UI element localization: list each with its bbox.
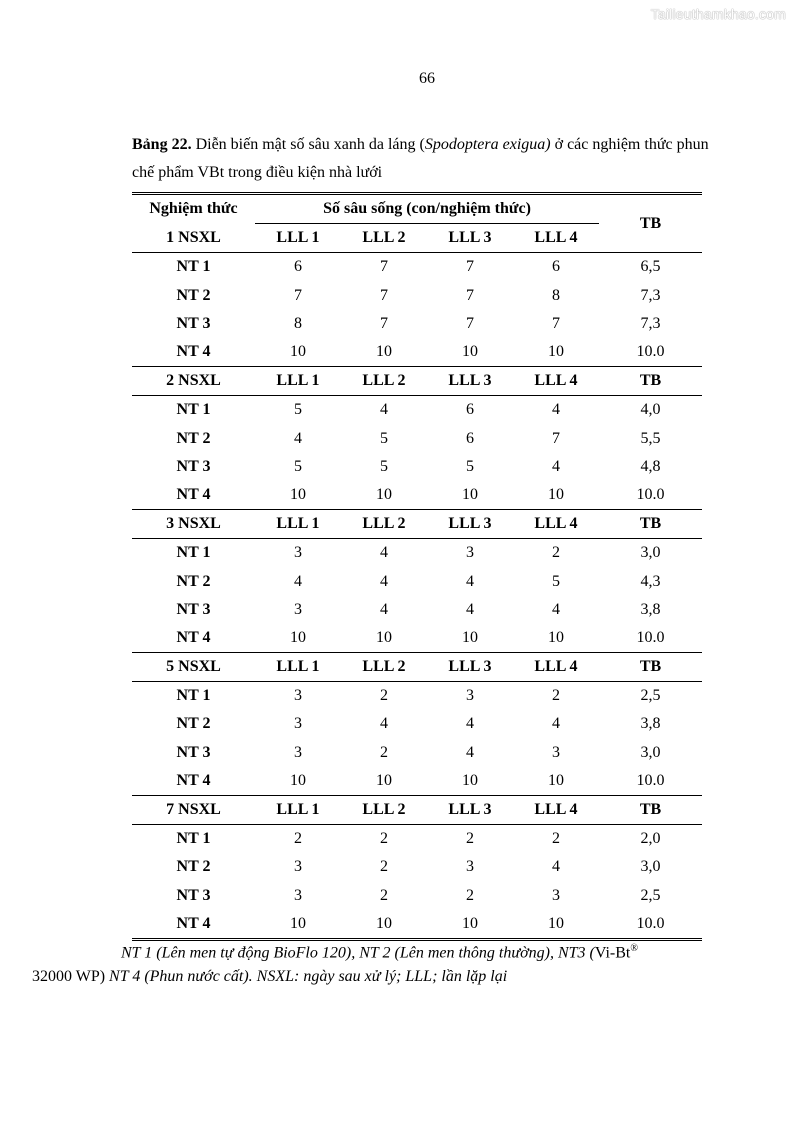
value-cell: 4 — [294, 572, 302, 590]
treatment-cell: NT 3 — [176, 743, 211, 761]
table-row — [132, 282, 702, 310]
treatment-cell: NT 4 — [132, 910, 255, 940]
footnote-sup: ® — [630, 943, 638, 954]
value-cell: 2 — [380, 886, 388, 904]
header-tb: TB — [599, 194, 702, 253]
value-cell: 7 — [466, 314, 474, 332]
value-cell: 7 — [380, 314, 388, 332]
value-cell: 7 — [466, 286, 474, 304]
value-cell: 3 — [552, 886, 560, 904]
treatment-cell: NT 1 — [132, 539, 255, 568]
table-body — [132, 253, 702, 940]
replicate-header: LLL 4 — [513, 653, 599, 682]
table-row — [132, 396, 702, 425]
value-cell: 3 — [294, 886, 302, 904]
treatment-cell: NT 2 — [176, 286, 211, 304]
page-number: 66 — [419, 70, 435, 87]
value-cell: 7 — [552, 314, 560, 332]
treatment-cell: NT 4 — [176, 485, 211, 503]
table-row — [132, 624, 702, 653]
average-cell: 3,8 — [640, 600, 661, 618]
value-cell: 4 — [552, 457, 560, 475]
value-cell: 4 — [466, 743, 474, 761]
value-cell: 2 — [513, 539, 599, 568]
value-cell: 3 — [466, 858, 474, 876]
replicate-header: LLL 4 — [534, 229, 578, 247]
treatment-cell: NT 3 — [176, 600, 211, 618]
value-cell: 6 — [255, 253, 341, 282]
value-cell: 10 — [341, 910, 427, 940]
value-cell: 4 — [466, 715, 474, 733]
value-cell: 10 — [255, 910, 341, 940]
footnote-part-3: 32000 WP) — [32, 968, 110, 986]
replicate-header: LLL 1 — [276, 229, 320, 247]
value-cell: 10 — [376, 628, 392, 646]
value-cell: 10 — [290, 343, 306, 361]
table-row — [132, 481, 702, 510]
value-cell: 7 — [380, 286, 388, 304]
replicate-header: LLL 2 — [341, 653, 427, 682]
value-cell: 2 — [513, 825, 599, 854]
footnote-part-1: NT 1 (Lên men tự động BioFlo 120), NT 2 (Lên men thông thường), NT3 ( — [121, 944, 595, 962]
value-cell: 4 — [380, 572, 388, 590]
treatment-cell: NT 1 — [132, 682, 255, 711]
average-cell: 10.0 — [636, 343, 665, 361]
block-header-row — [132, 367, 702, 396]
value-cell: 2 — [427, 825, 513, 854]
caption-label: Bảng 22. — [132, 136, 192, 153]
replicate-header: LLL 4 — [513, 510, 599, 539]
value-cell: 6 — [513, 253, 599, 282]
block-label: 3 NSXL — [132, 510, 255, 539]
replicate-header: LLL 1 — [255, 510, 341, 539]
treatment-cell: NT 1 — [132, 825, 255, 854]
average-cell: 6,5 — [599, 253, 702, 282]
value-cell: 4 — [341, 396, 427, 425]
value-cell: 8 — [552, 286, 560, 304]
footnote-part-2: Vi-Bt — [594, 944, 631, 962]
value-cell: 2 — [380, 743, 388, 761]
watermark-text: Tailieuthamkhao.com — [650, 6, 786, 22]
treatment-cell: NT 3 — [176, 457, 211, 475]
block-label: 7 NSXL — [132, 795, 255, 824]
table-row — [132, 825, 702, 854]
treatment-cell: NT 4 — [176, 771, 211, 789]
value-cell: 10 — [376, 771, 392, 789]
average-cell: 2,5 — [640, 886, 661, 904]
value-cell: 3 — [427, 682, 513, 711]
treatment-cell: NT 4 — [176, 343, 211, 361]
treatment-cell: NT 1 — [132, 253, 255, 282]
value-cell: 4 — [341, 539, 427, 568]
value-cell: 10 — [548, 771, 564, 789]
table-row — [132, 253, 702, 282]
block-tb-header: TB — [599, 510, 702, 539]
treatment-cell: NT 2 — [176, 715, 211, 733]
block-tb-header: TB — [599, 367, 702, 396]
table-row — [132, 882, 702, 910]
treatment-cell: NT 2 — [176, 429, 211, 447]
value-cell: 2 — [466, 886, 474, 904]
replicate-header: LLL 2 — [341, 510, 427, 539]
data-table — [132, 192, 702, 941]
value-cell: 4 — [380, 600, 388, 618]
block-tb-header: TB — [599, 653, 702, 682]
treatment-cell: NT 4 — [176, 628, 211, 646]
average-cell: 3,0 — [640, 743, 661, 761]
value-cell: 4 — [294, 429, 302, 447]
replicate-header: LLL 2 — [362, 229, 406, 247]
average-cell: 4,8 — [640, 457, 661, 475]
value-cell: 10 — [513, 910, 599, 940]
value-cell: 2 — [513, 682, 599, 711]
treatment-cell: NT 3 — [176, 886, 211, 904]
table-row — [132, 710, 702, 738]
average-cell: 10.0 — [636, 485, 665, 503]
table-row — [132, 453, 702, 481]
average-cell: 10.0 — [636, 771, 665, 789]
value-cell: 4 — [466, 572, 474, 590]
treatment-cell: NT 2 — [176, 572, 211, 590]
block-header-row — [132, 795, 702, 824]
replicate-header: LLL 3 — [427, 367, 513, 396]
value-cell: 10 — [548, 343, 564, 361]
value-cell: 3 — [294, 743, 302, 761]
value-cell: 3 — [255, 539, 341, 568]
replicate-header: LLL 2 — [341, 795, 427, 824]
value-cell: 10 — [462, 485, 478, 503]
table-row — [132, 425, 702, 453]
replicate-header: LLL 4 — [513, 795, 599, 824]
average-cell: 5,5 — [640, 429, 661, 447]
value-cell: 2 — [341, 682, 427, 711]
value-cell: 5 — [380, 429, 388, 447]
table-row — [132, 767, 702, 796]
replicate-header: LLL 3 — [427, 510, 513, 539]
average-cell: 4,3 — [640, 572, 661, 590]
value-cell: 4 — [552, 858, 560, 876]
value-cell: 3 — [255, 682, 341, 711]
table-row — [132, 539, 702, 568]
header-group: Số sâu sống (con/nghiệm thức) — [255, 194, 599, 224]
block-header-row — [132, 510, 702, 539]
value-cell: 10 — [548, 485, 564, 503]
value-cell: 3 — [552, 743, 560, 761]
value-cell: 10 — [376, 343, 392, 361]
value-cell: 5 — [552, 572, 560, 590]
block-label: 2 NSXL — [132, 367, 255, 396]
table-row — [132, 338, 702, 367]
caption-species: Spodoptera exigua) — [424, 136, 551, 153]
value-cell: 5 — [294, 457, 302, 475]
value-cell: 10 — [462, 628, 478, 646]
table-row — [132, 910, 702, 940]
value-cell: 10 — [376, 485, 392, 503]
value-cell: 10 — [290, 485, 306, 503]
value-cell: 10 — [290, 771, 306, 789]
average-cell: 3,0 — [599, 539, 702, 568]
block-header-row — [132, 653, 702, 682]
replicate-header: LLL 3 — [427, 653, 513, 682]
average-cell: 4,0 — [599, 396, 702, 425]
value-cell: 4 — [552, 600, 560, 618]
value-cell: 10 — [462, 343, 478, 361]
table-row — [132, 739, 702, 767]
average-cell: 2,0 — [599, 825, 702, 854]
block-label: 1 NSXL — [166, 229, 221, 247]
caption-text-1: Diễn biến mật số sâu xanh da láng ( — [191, 136, 425, 153]
replicate-header: LLL 4 — [513, 367, 599, 396]
replicate-header: LLL 1 — [255, 367, 341, 396]
value-cell: 5 — [380, 457, 388, 475]
value-cell: 10 — [427, 910, 513, 940]
value-cell: 4 — [380, 715, 388, 733]
value-cell: 3 — [427, 539, 513, 568]
value-cell: 6 — [427, 396, 513, 425]
value-cell: 3 — [294, 600, 302, 618]
table-row — [132, 596, 702, 624]
value-cell: 4 — [466, 600, 474, 618]
average-cell: 3,8 — [640, 715, 661, 733]
value-cell: 3 — [294, 858, 302, 876]
value-cell: 7 — [294, 286, 302, 304]
value-cell: 7 — [427, 253, 513, 282]
replicate-header: LLL 1 — [255, 653, 341, 682]
value-cell: 5 — [255, 396, 341, 425]
footnote-part-4: NT 4 (Phun nước cất). NSXL: ngày sau xử lý; LLL; lần lặp lại — [109, 968, 508, 986]
block-label: 5 NSXL — [132, 653, 255, 682]
treatment-cell: NT 2 — [176, 858, 211, 876]
treatment-cell: NT 3 — [176, 314, 211, 332]
replicate-header: LLL 2 — [341, 367, 427, 396]
header-treatment: Nghiệm thức — [132, 194, 255, 224]
value-cell: 10 — [462, 771, 478, 789]
table-row — [132, 310, 702, 338]
block-tb-header: TB — [599, 795, 702, 824]
value-cell: 2 — [380, 858, 388, 876]
value-cell: 10 — [548, 628, 564, 646]
value-cell: 7 — [552, 429, 560, 447]
value-cell: 2 — [341, 825, 427, 854]
value-cell: 8 — [294, 314, 302, 332]
value-cell: 2 — [255, 825, 341, 854]
average-cell: 7,3 — [640, 286, 661, 304]
average-cell: 7,3 — [640, 314, 661, 332]
average-cell: 2,5 — [599, 682, 702, 711]
value-cell: 7 — [341, 253, 427, 282]
average-cell: 10.0 — [599, 910, 702, 940]
replicate-header: LLL 1 — [255, 795, 341, 824]
table-row — [132, 682, 702, 711]
caption-text-2: ở các nghiệm thức phun chế phẩm VBt trong điều kiện nhà lưới — [132, 136, 709, 181]
value-cell: 6 — [466, 429, 474, 447]
value-cell: 5 — [466, 457, 474, 475]
average-cell: 10.0 — [636, 628, 665, 646]
treatment-cell: NT 1 — [132, 396, 255, 425]
replicate-header: LLL 3 — [448, 229, 492, 247]
replicate-header: LLL 3 — [427, 795, 513, 824]
table-caption — [132, 131, 732, 187]
value-cell: 3 — [294, 715, 302, 733]
average-cell: 3,0 — [640, 858, 661, 876]
value-cell: 4 — [513, 396, 599, 425]
value-cell: 10 — [290, 628, 306, 646]
value-cell: 4 — [552, 715, 560, 733]
table-row — [132, 853, 702, 881]
footnote — [32, 937, 732, 989]
table-row — [132, 567, 702, 595]
